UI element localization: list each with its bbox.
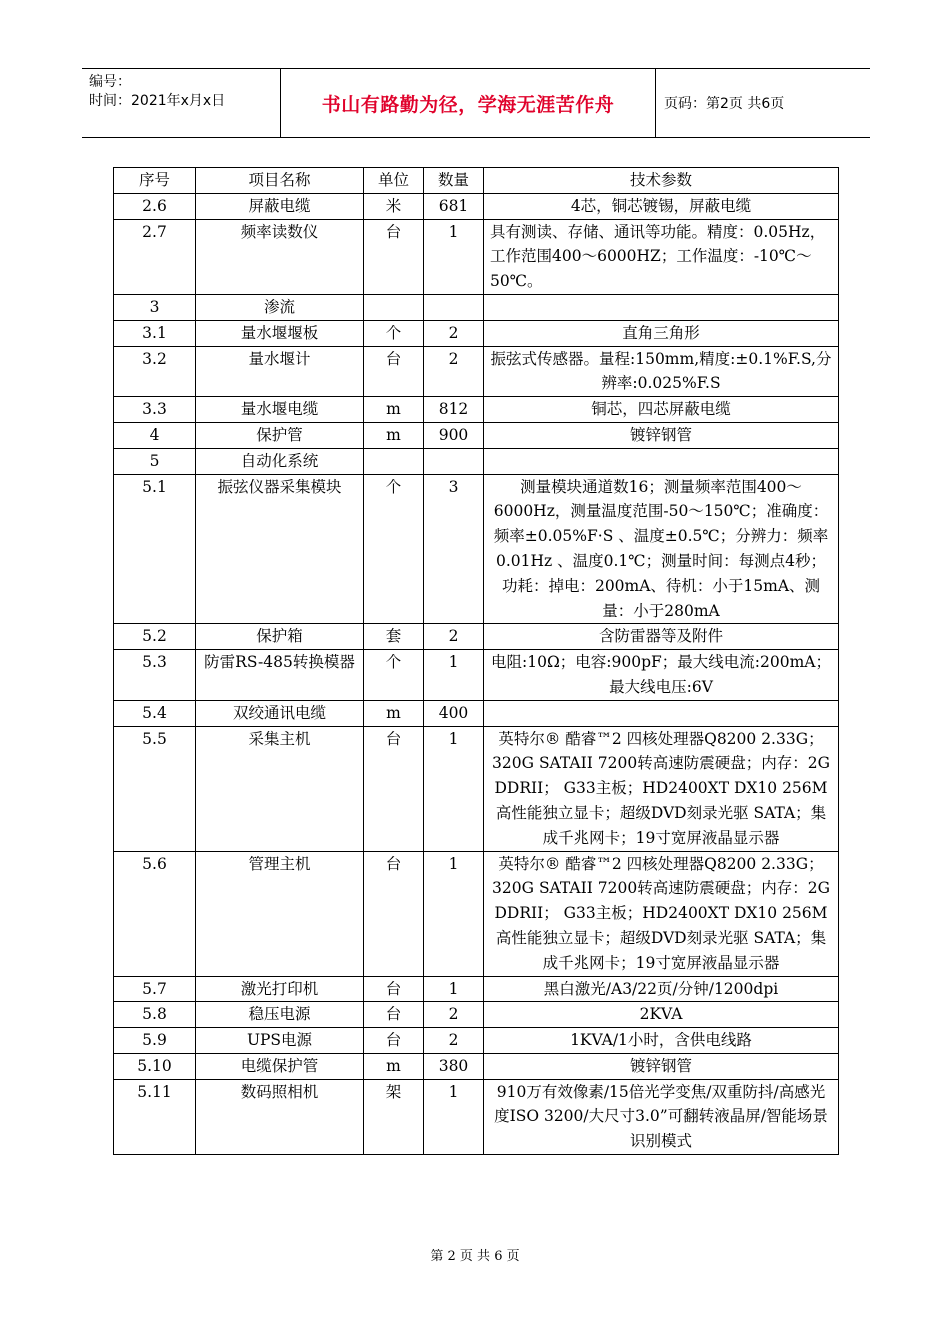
cell-technical-parameters [484,294,839,320]
cell-quantity [424,294,484,320]
header-page-number: 页码：第2页 共6页 [664,96,785,112]
cell-number: 5.1 [114,474,196,624]
column-header-number: 序号 [114,168,196,194]
cell-technical-parameters: 黑白激光/A3/22页/分钟/1200dpi [484,976,839,1002]
cell-number: 5.9 [114,1028,196,1054]
table-row [114,422,839,448]
table-row [114,193,839,219]
cell-item-name: 稳压电源 [196,1002,364,1028]
cell-number: 5 [114,448,196,474]
header-motto: 书山有路勤为径，学海无涯苦作舟 [280,69,656,137]
cell-technical-parameters: 测量模块通道数16；测量频率范围400～6000Hz，测量温度范围-50～150℃；准确度：频率±0.05%F·S 、温度±0.5℃；分辨力：频率0.01Hz 、温度0.1℃；测量时间：每测点4秒；功耗：掉电：200mA、待机：小于15mA、测量：小于280mA [484,474,839,624]
table-header-row [114,168,839,194]
document-time-label: 时间：2021年x月x日 [89,93,226,109]
cell-technical-parameters: 镀锌钢管 [484,422,839,448]
cell-technical-parameters: 1KVA/1小时，含供电线路 [484,1028,839,1054]
cell-item-name: 数码照相机 [196,1079,364,1154]
cell-unit: m [364,422,424,448]
cell-quantity: 1 [424,650,484,701]
cell-quantity: 1 [424,976,484,1002]
cell-technical-parameters: 910万有效像素/15倍光学变焦/双重防抖/高感光度ISO 3200/大尺寸3.0”可翻转液晶屏/智能场景识别模式 [484,1079,839,1154]
cell-unit: 套 [364,624,424,650]
table-row [114,448,839,474]
cell-item-name: 自动化系统 [196,448,364,474]
cell-unit: 架 [364,1079,424,1154]
cell-technical-parameters: 2KVA [484,1002,839,1028]
cell-item-name: 量水堰电缆 [196,397,364,423]
table-row [114,1028,839,1054]
table-row [114,474,839,624]
page-footer: 第 2 页 共 6 页 [430,1249,520,1264]
cell-unit: m [364,1053,424,1079]
cell-unit: 台 [364,726,424,851]
table-row [114,346,839,397]
cell-quantity: 2 [424,346,484,397]
cell-number: 3.2 [114,346,196,397]
cell-technical-parameters: 镀锌钢管 [484,1053,839,1079]
cell-unit: 台 [364,1002,424,1028]
cell-unit: 个 [364,320,424,346]
cell-item-name: 振弦仪器采集模块 [196,474,364,624]
cell-number: 4 [114,422,196,448]
table-row [114,851,839,976]
cell-item-name: 防雷RS-485转换模器 [196,650,364,701]
equipment-spec-table [113,167,839,1155]
cell-unit: m [364,397,424,423]
cell-number: 3.3 [114,397,196,423]
cell-item-name: 频率读数仪 [196,219,364,294]
cell-number: 5.6 [114,851,196,976]
cell-quantity: 2 [424,1028,484,1054]
cell-unit: 台 [364,976,424,1002]
cell-item-name: 保护箱 [196,624,364,650]
cell-number: 5.8 [114,1002,196,1028]
cell-technical-parameters: 英特尔® 酷睿™2 四核处理器Q8200 2.33G；320G SATAII 7200转高速防震硬盘；内存：2G DDRII； G33主板；HD2400XT DX10 256M高性能独立显卡；超级DVD刻录光驱 SATA；集成千兆网卡；19寸宽屏液晶显示器 [484,726,839,851]
cell-quantity: 2 [424,1002,484,1028]
cell-item-name: 采集主机 [196,726,364,851]
table-row [114,219,839,294]
cell-unit [364,294,424,320]
cell-unit: 台 [364,346,424,397]
cell-quantity: 2 [424,320,484,346]
cell-item-name: 管理主机 [196,851,364,976]
table-row [114,976,839,1002]
cell-technical-parameters [484,448,839,474]
cell-technical-parameters [484,700,839,726]
cell-quantity: 3 [424,474,484,624]
cell-quantity: 2 [424,624,484,650]
table-row [114,294,839,320]
cell-unit: 个 [364,474,424,624]
cell-unit: m [364,700,424,726]
cell-item-name: 渗流 [196,294,364,320]
cell-quantity: 1 [424,1079,484,1154]
table-row [114,320,839,346]
table-row [114,700,839,726]
cell-quantity: 812 [424,397,484,423]
document-code-label: 编号： [89,74,131,90]
cell-number: 5.4 [114,700,196,726]
cell-quantity: 400 [424,700,484,726]
cell-number: 5.7 [114,976,196,1002]
cell-number: 5.2 [114,624,196,650]
cell-technical-parameters: 铜芯，四芯屏蔽电缆 [484,397,839,423]
column-header-quantity: 数量 [424,168,484,194]
cell-number: 3 [114,294,196,320]
cell-unit [364,448,424,474]
cell-technical-parameters: 英特尔® 酷睿™2 四核处理器Q8200 2.33G；320G SATAII 7200转高速防震硬盘；内存：2G DDRII； G33主板；HD2400XT DX10 256M高性能独立显卡；超级DVD刻录光驱 SATA；集成千兆网卡；19寸宽屏液晶显示器 [484,851,839,976]
cell-quantity: 681 [424,193,484,219]
cell-technical-parameters: 振弦式传感器。量程:150mm,精度:±0.1%F.S,分辨率:0.025%F.S [484,346,839,397]
cell-number: 5.10 [114,1053,196,1079]
cell-quantity: 380 [424,1053,484,1079]
table-row [114,1079,839,1154]
cell-technical-parameters: 含防雷器等及附件 [484,624,839,650]
table-row [114,650,839,701]
cell-unit: 台 [364,1028,424,1054]
column-header-unit: 单位 [364,168,424,194]
cell-number: 5.5 [114,726,196,851]
cell-item-name: 电缆保护管 [196,1053,364,1079]
cell-item-name: 量水堰堰板 [196,320,364,346]
table-row [114,397,839,423]
column-header-technical-parameters: 技术参数 [484,168,839,194]
cell-item-name: 保护管 [196,422,364,448]
cell-unit: 米 [364,193,424,219]
cell-item-name: 量水堰计 [196,346,364,397]
cell-item-name: 双绞通讯电缆 [196,700,364,726]
header-info [89,73,279,111]
cell-number: 5.3 [114,650,196,701]
cell-technical-parameters: 直角三角形 [484,320,839,346]
cell-item-name: 激光打印机 [196,976,364,1002]
cell-number: 2.7 [114,219,196,294]
cell-unit: 个 [364,650,424,701]
column-header-item-name: 项目名称 [196,168,364,194]
cell-number: 5.11 [114,1079,196,1154]
table-row [114,1002,839,1028]
table-row [114,726,839,851]
cell-unit: 台 [364,851,424,976]
table-row [114,624,839,650]
cell-quantity: 900 [424,422,484,448]
cell-unit: 台 [364,219,424,294]
page-header [82,68,870,138]
cell-quantity: 1 [424,219,484,294]
cell-technical-parameters: 4芯，铜芯镀锡，屏蔽电缆 [484,193,839,219]
cell-number: 3.1 [114,320,196,346]
cell-item-name: UPS电源 [196,1028,364,1054]
cell-item-name: 屏蔽电缆 [196,193,364,219]
cell-technical-parameters: 具有测读、存储、通讯等功能。精度：0.05Hz，工作范围400～6000HZ；工作温度：-10℃～50℃。 [484,219,839,294]
cell-quantity: 1 [424,726,484,851]
cell-number: 2.6 [114,193,196,219]
cell-quantity [424,448,484,474]
cell-quantity: 1 [424,851,484,976]
cell-technical-parameters: 电阻:10Ω；电容:900pF；最大线电流:200mA；最大线电压:6V [484,650,839,701]
table-row [114,1053,839,1079]
